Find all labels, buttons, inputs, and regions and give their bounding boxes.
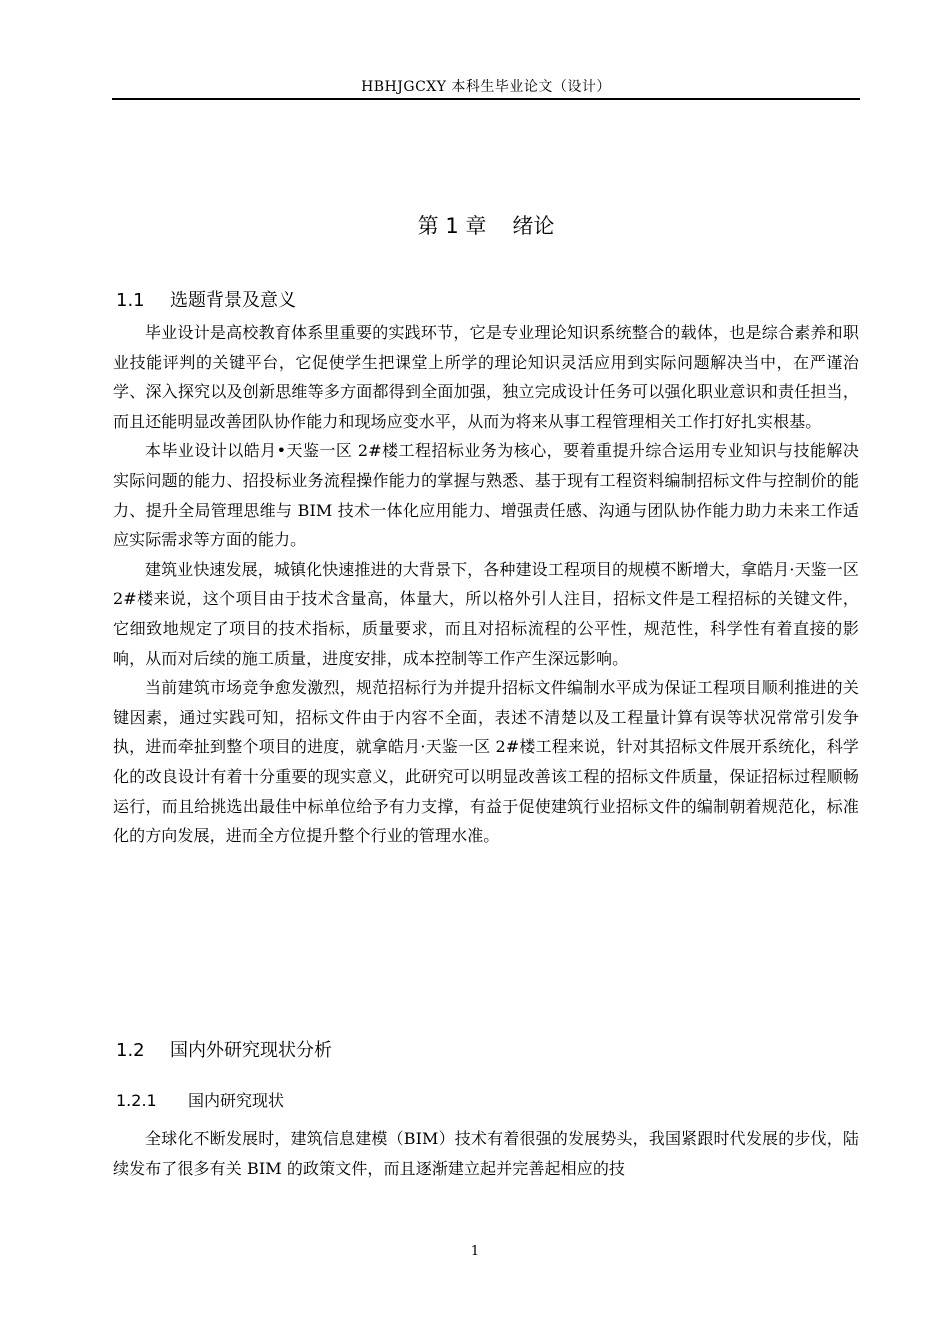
header-rule <box>112 98 860 100</box>
section-1-2-1-body <box>113 1124 859 1183</box>
section-heading-1-1 <box>116 286 296 312</box>
paragraph: 建筑业快速发展，城镇化快速推进的大背景下，各种建设工程项目的规模不断增大，拿皓月·天鉴一区 2#楼来说，这个项目由于技术含量高，体量大，所以格外引人注目，招标文件是工程招标的关键文件，它细致地规定了项目的技术指标，质量要求，而且对招标流程的公平性，规范性，科学性有着直接的影响，从而对后续的施工质量，进度安排，成本控制等工作产生深远影响。 <box>113 559 859 668</box>
chapter-title: 绪论 <box>512 214 555 238</box>
page-number: 1 <box>470 1244 480 1259</box>
section-title: 国内外研究现状分析 <box>170 1040 332 1061</box>
paragraph: 本毕业设计以皓月•天鉴一区 2#楼工程招标业务为核心，要着重提升综合运用专业知识与技能解决实际问题的能力、招投标业务流程操作能力的掌握与熟悉、基于现有工程资料编制招标文件与控制价的能力、提升全局管理思维与 BIM 技术一体化应用能力、增强责任感、沟通与团队协作能力助力未来工作适应实际需求等方面的能力。 <box>113 441 859 550</box>
section-number: 1.2 <box>116 1040 145 1061</box>
chapter-heading <box>112 210 860 240</box>
running-header: HBHJGCXY 本科生毕业论文（设计） <box>361 79 611 95</box>
paragraph: 毕业设计是高校教育体系里重要的实践环节，它是专业理论知识系统整合的载体，也是综合素养和职业技能评判的关键平台，它促使学生把课堂上所学的理论知识灵活应用到实际问题解决当中，在严谨治学、深入探究以及创新思维等多方面都得到全面加强，独立完成设计任务可以强化职业意识和责任担当，而且还能明显改善团队协作能力和现场应变水平，从而为将来从事工程管理相关工作打好扎实根基。 <box>113 323 859 431</box>
subsection-title: 国内研究现状 <box>188 1091 285 1110</box>
section-1-1-body <box>113 318 859 851</box>
subsection-number: 1.2.1 <box>116 1091 157 1110</box>
section-heading-1-2 <box>116 1036 332 1062</box>
paragraph: 当前建筑市场竞争愈发激烈，规范招标行为并提升招标文件编制水平成为保证工程项目顺利推进的关键因素，通过实践可知，招标文件由于内容不全面，表述不清楚以及工程量计算有误等状况常常引发争执，进而牵扯到整个项目的进度，就拿皓月·天鉴一区 2#楼工程来说，针对其招标文件展开系统化，科学化的改良设计有着十分重要的现实意义，此研究可以明显改善该工程的招标文件质量，保证招标过程顺畅运行，而且给挑选出最佳中标单位给予有力支撑，有益于促使建筑行业招标文件的编制朝着规范化，标准化的方向发展，进而全方位提升整个行业的管理水准。 <box>113 678 859 846</box>
subsection-heading-1-2-1 <box>116 1088 284 1111</box>
paragraph: 全球化不断发展时，建筑信息建模（BIM）技术有着很强的发展势头，我国紧跟时代发展的步伐，陆续发布了很多有关 BIM 的政策文件，而且逐渐建立起并完善起相应的技 <box>113 1129 859 1178</box>
chapter-number: 第 1 章 <box>417 214 487 238</box>
section-number: 1.1 <box>116 290 145 311</box>
section-title: 选题背景及意义 <box>170 290 296 311</box>
